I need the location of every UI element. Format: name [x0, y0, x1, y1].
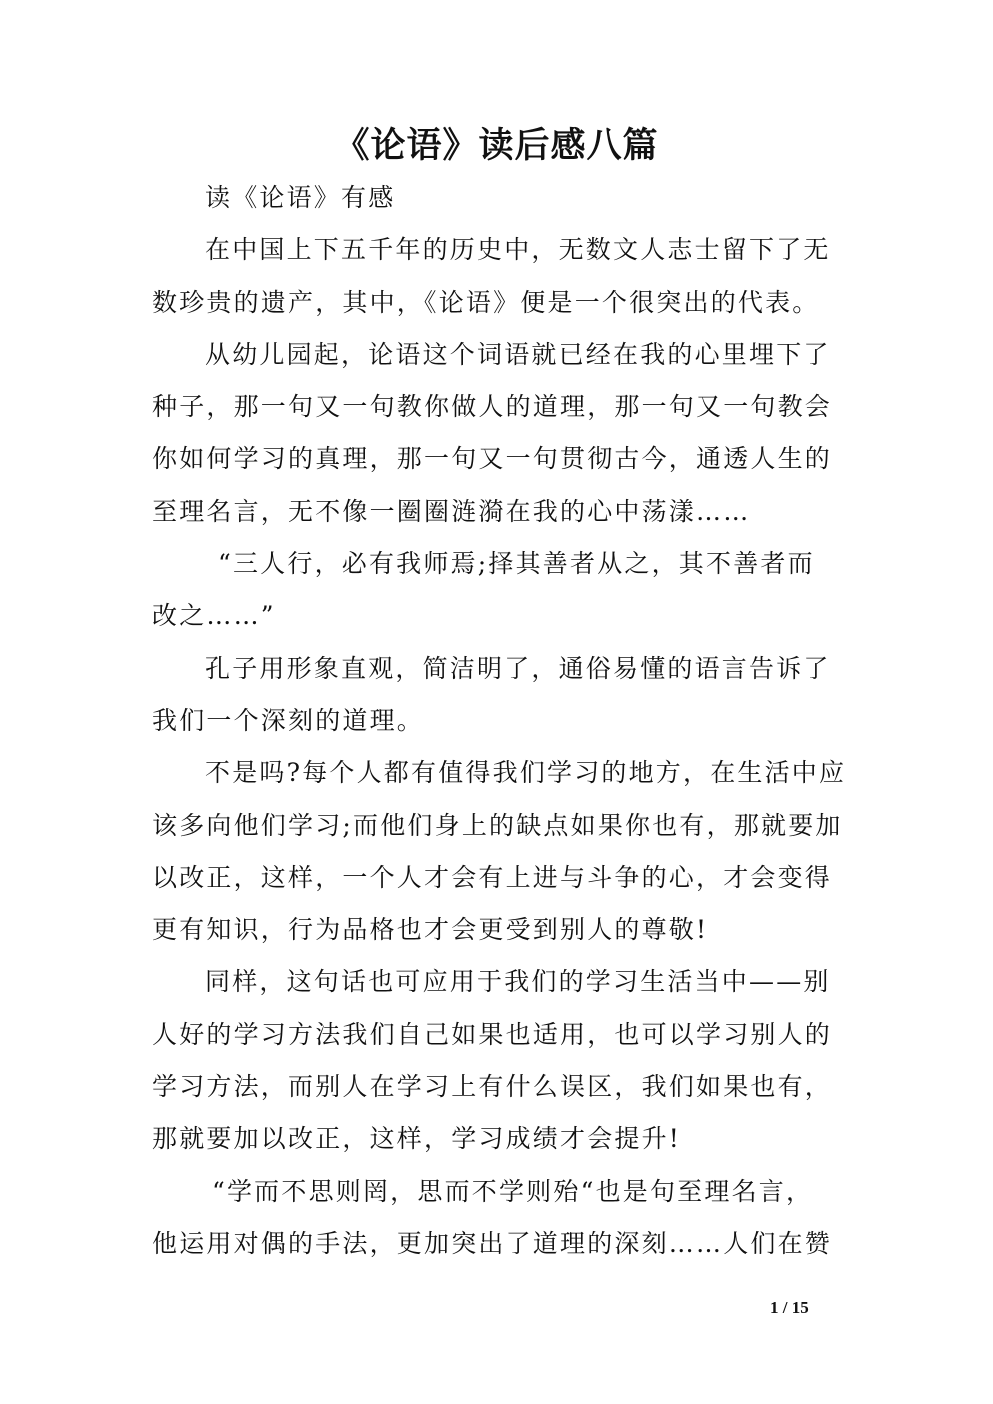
- text-line: 不是吗?每个人都有值得我们学习的地方，在生活中应: [205, 758, 847, 788]
- text-line: 至理名言，无不像一圈圈涟漪在我的心中荡漾……: [152, 496, 751, 526]
- text-line: 他运用对偶的手法，更加突出了道理的深刻……人们在赞: [152, 1228, 833, 1258]
- text-line: 我们一个深刻的道理。: [152, 705, 425, 735]
- text-line: 数珍贵的遗产，其中，《论语》便是一个很突出的代表。: [152, 287, 820, 317]
- text-line: 种子，那一句又一句教你做人的道理，那一句又一句教会: [152, 392, 833, 422]
- text-line: 从幼儿园起，论语这个词语就已经在我的心里埋下了: [205, 339, 831, 369]
- text-line: 更有知识，行为品格也才会更受到别人的尊敬!: [152, 915, 709, 945]
- document-title: 《论语》读后感八篇: [334, 126, 659, 166]
- text-line: 该多向他们学习;而他们身上的缺点如果你也有，那就要加: [152, 810, 843, 840]
- text-line: 读《论语》有感: [205, 183, 396, 212]
- page-number: 1 / 15: [770, 1298, 809, 1317]
- text-line: 孔子用形象直观，简洁明了，通俗易懂的语言告诉了: [205, 653, 831, 683]
- text-line: 以改正，这样，一个人才会有上进与斗争的心，才会变得: [152, 862, 833, 892]
- text-line: 学习方法，而别人在学习上有什么误区，我们如果也有，: [152, 1072, 833, 1102]
- document-body: [152, 172, 847, 1270]
- text-line: 人好的学习方法我们自己如果也适用，也可以学习别人的: [152, 1019, 833, 1049]
- text-line: “学而不思则罔，思而不学则殆“也是句至理名言，: [212, 1176, 814, 1206]
- text-line: 同样，这句话也可应用于我们的学习生活当中——别: [205, 967, 831, 997]
- text-line: 改之……”: [152, 601, 276, 631]
- text-line: 你如何学习的真理，那一句又一句贯彻古今，通透人生的: [152, 444, 833, 474]
- text-line: “三人行，必有我师焉;择其善者从之，其不善者而: [218, 549, 815, 579]
- text-line: 在中国上下五千年的历史中，无数文人志士留下了无: [205, 235, 831, 265]
- text-line: 那就要加以改正，这样，学习成绩才会提升!: [152, 1124, 682, 1154]
